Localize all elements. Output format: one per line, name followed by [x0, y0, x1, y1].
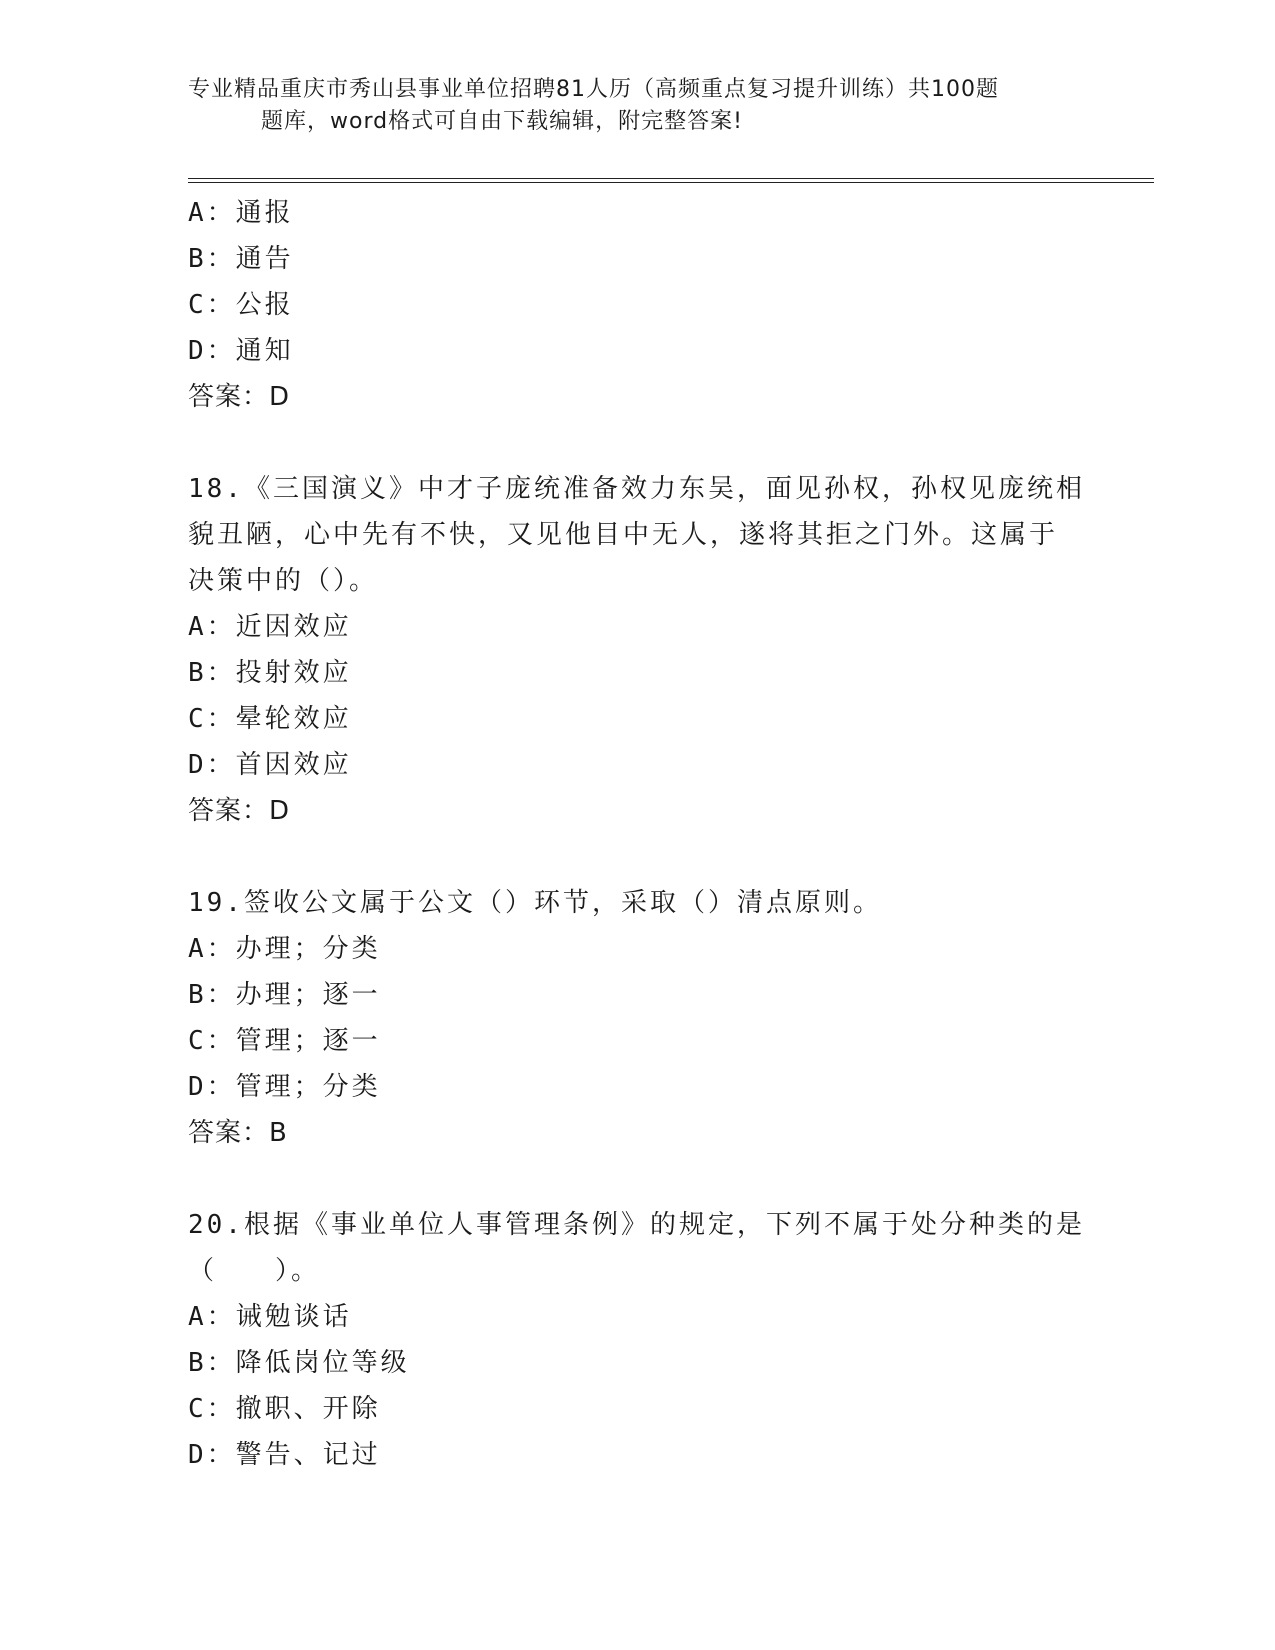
option-c: C：公报: [188, 290, 294, 320]
option-d: D：首因效应: [188, 750, 352, 780]
document-header: [188, 74, 1088, 138]
option-d: D：管理；分类: [188, 1072, 381, 1102]
question-stem-line: 20.根据《事业单位人事管理条例》的规定，下列不属于处分种类的是: [188, 1210, 1085, 1240]
option-c: C：撤职、开除: [188, 1394, 381, 1424]
option-b: B：投射效应: [188, 658, 352, 688]
header-line-2: 题库，word格式可自由下载编辑，附完整答案!: [261, 109, 743, 134]
option-d: D：警告、记过: [188, 1440, 381, 1470]
option-c: C：晕轮效应: [188, 704, 352, 734]
question-17: [188, 190, 1088, 420]
question-stem-line: 18.《三国演义》中才子庞统准备效力东吴，面见孙权，孙权见庞统相: [188, 474, 1085, 504]
option-b: B：通告: [188, 244, 294, 274]
answer: 答案：B: [188, 1118, 288, 1148]
question-18: [188, 466, 1088, 834]
option-a: A：诫勉谈话: [188, 1302, 352, 1332]
option-a: A：办理；分类: [188, 934, 381, 964]
answer: 答案：D: [188, 796, 291, 826]
option-a: A：近因效应: [188, 612, 352, 642]
header-divider-thin: [188, 182, 1154, 183]
option-a: A：通报: [188, 198, 294, 228]
question-content: [188, 190, 1088, 1478]
option-b: B：降低岗位等级: [188, 1348, 410, 1378]
option-c: C：管理；逐一: [188, 1026, 381, 1056]
option-b: B：办理；逐一: [188, 980, 381, 1010]
question-stem-line: 貌丑陋，心中先有不快，又见他目中无人，遂将其拒之门外。这属于: [188, 520, 1059, 550]
question-stem-line: 19.签收公文属于公文（）环节，采取（）清点原则。: [188, 888, 882, 918]
header-divider: [188, 178, 1154, 179]
header-line-1: 专业精品重庆市秀山县事业单位招聘81人历（高频重点复习提升训练）共100题: [188, 77, 999, 102]
question-19: [188, 880, 1088, 1156]
question-20: [188, 1202, 1088, 1478]
answer: 答案：D: [188, 382, 291, 412]
question-stem-line: （ ）。: [188, 1256, 321, 1286]
question-stem-line: 决策中的（）。: [188, 566, 379, 596]
option-d: D：通知: [188, 336, 294, 366]
